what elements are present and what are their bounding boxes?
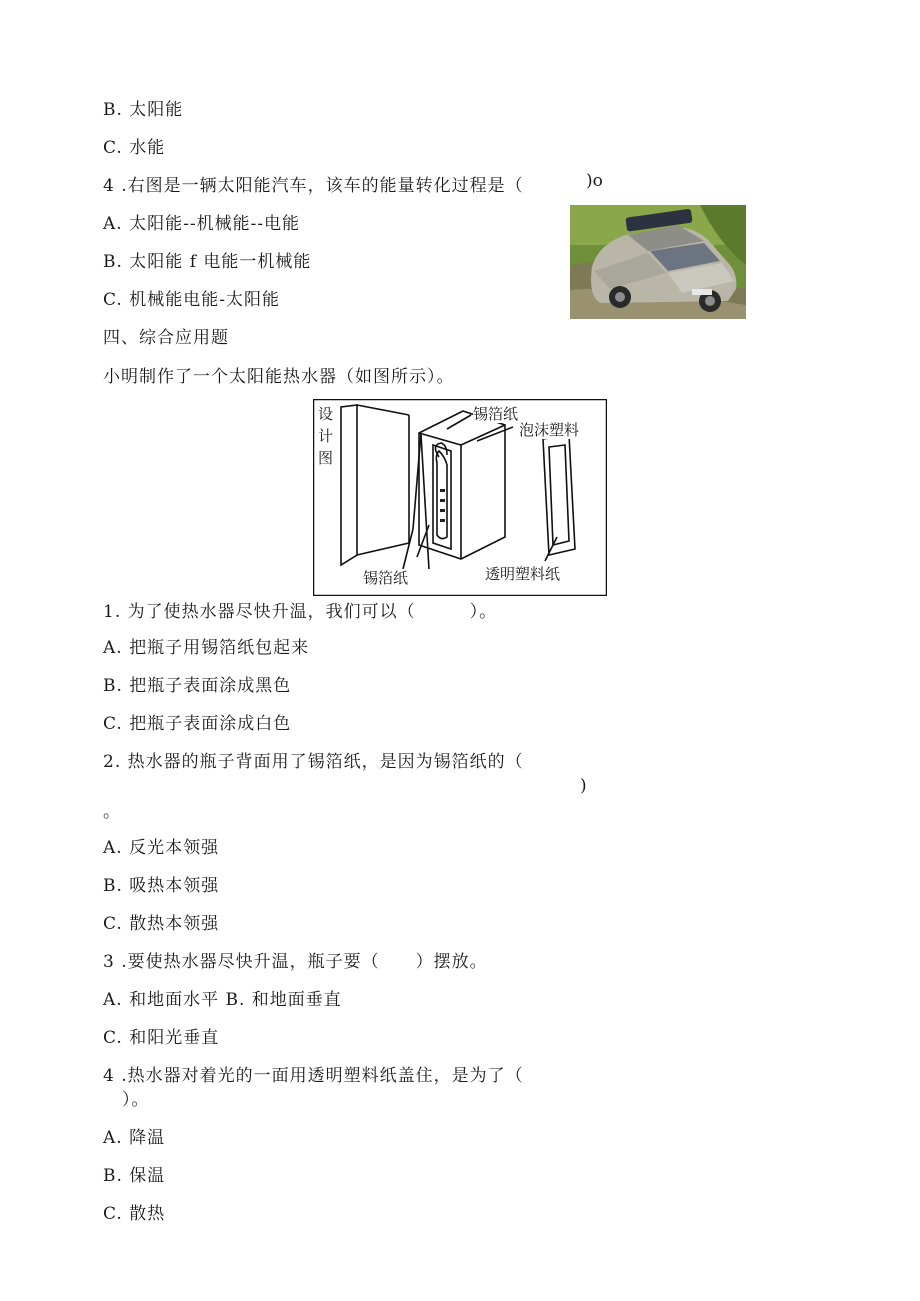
option-c-conversion: C. 机械能电能-太阳能 — [103, 290, 280, 310]
question-2-option-a: A. 反光本领强 — [103, 838, 220, 858]
question-4-cover: 4 .热水器对着光的一面用透明塑料纸盖住，是为了（ — [103, 1066, 524, 1086]
option-c-water: C. 水能 — [103, 138, 166, 158]
option-b-conversion: B. 太阳能 f 电能一机械能 — [103, 252, 312, 272]
question-2-option-c: C. 散热本领强 — [103, 914, 220, 934]
label-design-2: 计 — [318, 427, 334, 445]
question-2-end: 。 — [103, 802, 121, 822]
question-1-option-a: A. 把瓶子用锡箔纸包起来 — [103, 638, 310, 658]
question-4-closing: )o — [586, 171, 603, 191]
question-3-options-ab: A. 和地面水平 B. 和地面垂直 — [103, 990, 342, 1010]
question-1-option-b: B. 把瓶子表面涂成黑色 — [103, 676, 292, 696]
option-a-conversion: A. 太阳能--机械能--电能 — [103, 214, 301, 234]
question-3-option-c: C. 和阳光垂直 — [103, 1028, 220, 1048]
question-1-option-c: C. 把瓶子表面涂成白色 — [103, 714, 292, 734]
label-foil-bottom: 锡箔纸 — [363, 569, 409, 587]
option-b-solar: B. 太阳能 — [103, 100, 184, 120]
question-4-solar-car: 4 .右图是一辆太阳能汽车，该车的能量转化过程是（ — [103, 176, 524, 196]
question-2-closing: ) — [580, 776, 587, 796]
question-3: 3 .要使热水器尽快升温，瓶子要（ ）摆放。 — [103, 952, 488, 972]
question-4-option-a: A. 降温 — [103, 1128, 166, 1148]
label-foil-top: 锡箔纸 — [473, 405, 519, 423]
label-design-3: 图 — [318, 449, 334, 467]
question-1: 1. 为了使热水器尽快升温，我们可以（ ）。 — [103, 602, 498, 622]
question-4-option-b: B. 保温 — [103, 1166, 166, 1186]
label-design-1: 设 — [318, 405, 334, 423]
question-4-option-c: C. 散热 — [103, 1204, 166, 1224]
scenario-intro: 小明制作了一个太阳能热水器（如图所示）。 — [103, 367, 455, 387]
solar-water-heater-diagram — [313, 399, 607, 596]
question-4-cover-end: ）。 — [122, 1090, 150, 1110]
question-2: 2. 热水器的瓶子背面用了锡箔纸，是因为锡箔纸的（ — [103, 752, 524, 772]
question-2-option-b: B. 吸热本领强 — [103, 876, 220, 896]
label-foam-plastic: 泡沫塑料 — [519, 421, 580, 439]
solar-car-photo — [570, 205, 746, 319]
label-transparent-plastic: 透明塑料纸 — [485, 565, 561, 583]
section-four-heading: 四、综合应用题 — [103, 328, 229, 348]
